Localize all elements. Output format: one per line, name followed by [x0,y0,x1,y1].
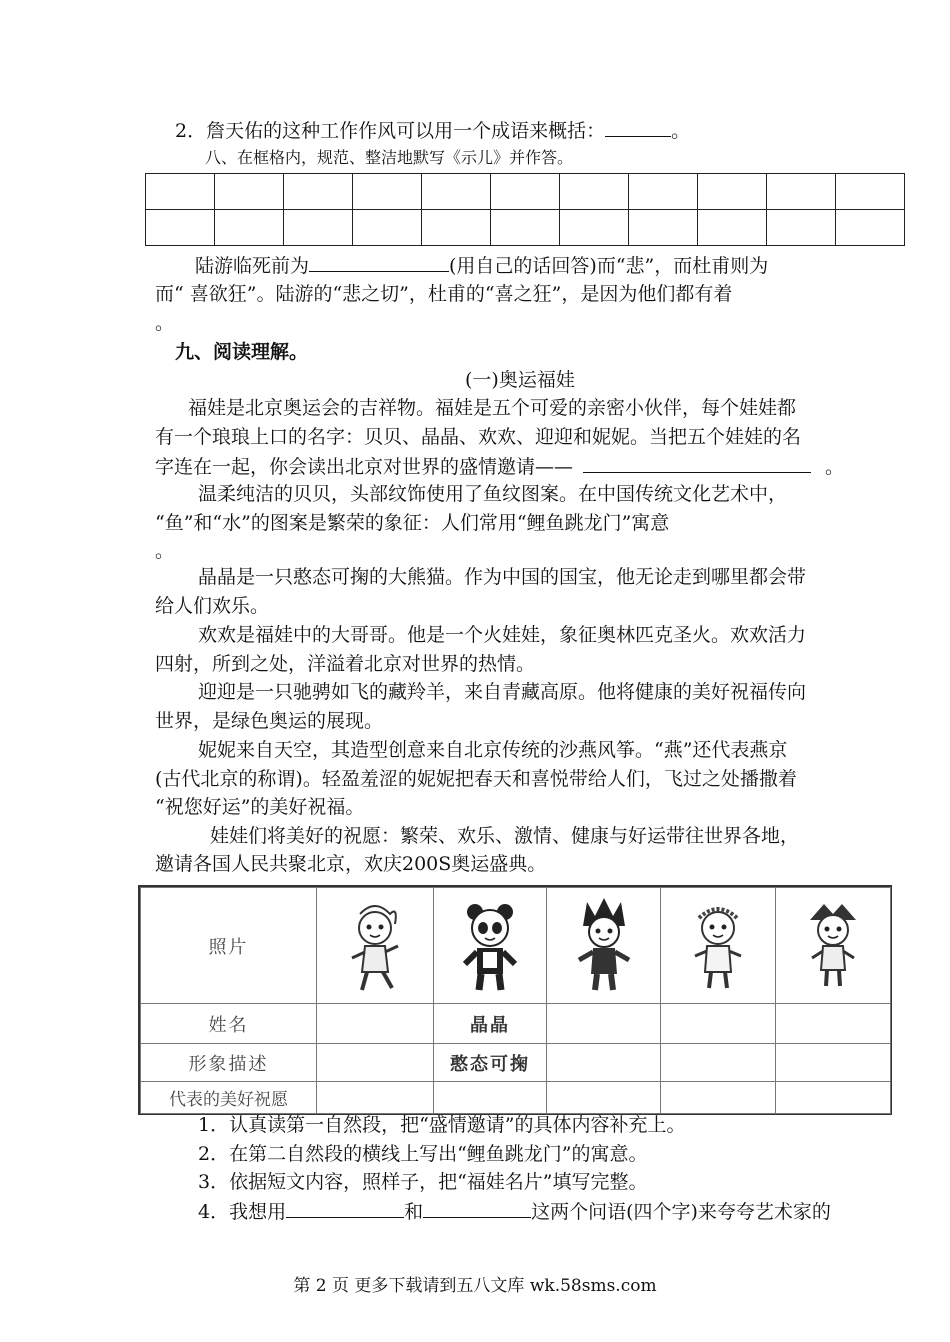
paragraph-line: 给人们欢乐。 [155,595,270,617]
paragraph-line: 福娃是北京奥运会的吉祥物。福娃是五个可爱的亲密小伙伴，每个娃娃都 [188,397,797,419]
paragraph-line: 字连在一起，你会读出北京对世界的盛情邀请—— 。 [155,452,844,481]
page-footer: 第 2 页 更多下载请到五八文库 wk.58sms.com [293,1276,657,1296]
fuwa-name-cell: 晶晶 [434,1004,547,1044]
answer-blank[interactable] [286,1197,404,1218]
question-2: 2．詹天佑的这种工作作风可以用一个成语来概括： 。 [175,116,690,145]
paragraph-line: “鱼”和“水”的图案是繁荣的象征：人们常用“鲤鱼跳龙门”寓意 [155,512,670,534]
paragraph-line: 温柔纯洁的贝贝，头部纹饰使用了鱼纹图案。在中国传统文化艺术中， [198,483,788,505]
paragraph-line: 世界，是绿色奥运的展现。 [155,710,384,732]
fuwa-description-cell[interactable] [547,1044,661,1082]
paragraph-line: “祝您好运”的美好祝福。 [155,796,365,818]
row-label-description: 形象描述 [141,1044,317,1082]
fuwa-figure-icon [340,896,410,996]
fuwa-beibei-photo [317,888,434,1004]
fuwa-huanhuan-photo [547,888,661,1004]
fuwa-name-cell[interactable] [776,1004,891,1044]
fuwa-name-cell[interactable] [661,1004,776,1044]
fuwa-description-cell[interactable] [661,1044,776,1082]
fuwa-description-cell[interactable] [776,1044,891,1082]
paragraph-line: (古代北京的称谓)。轻盈羞涩的妮妮把春天和喜悦带给人们，飞过之处播撒着 [155,768,797,790]
section-8-title: 八、在框格内，规范、整洁地默写《示儿》并作答。 [205,148,574,167]
fuwa-figure-icon [798,896,868,996]
fuwa-nini-photo [776,888,891,1004]
paragraph-line: 。 [155,540,175,562]
row-label-photo: 照片 [141,888,317,1004]
lu-you-line-3: 。 [155,312,175,334]
passage-title: (一)奥运福娃 [465,369,575,391]
fuwa-figure-icon [455,896,525,996]
answer-blank[interactable] [309,251,449,272]
lu-you-line-2: 而“ 喜欲狂”。陆游的“悲之切”，杜甫的“喜之狂”，是因为他们都有着 [155,283,733,305]
paragraph-line: 晶晶是一只憨态可掬的大熊猫。作为中国的国宝，他无论走到哪里都会带 [198,566,807,588]
fuwa-card-table [138,885,892,1115]
paragraph-line: 迎迎是一只驰骋如飞的藏羚羊，来自青藏高原。他将健康的美好祝福传向 [198,681,807,703]
answer-blank[interactable] [423,1197,531,1218]
fuwa-wish-cell[interactable] [434,1082,547,1114]
fuwa-wish-cell[interactable] [317,1082,434,1114]
reading-question-4: 4．我想用 和 这两个问语(四个字)来夸夸艺术家的 [198,1197,831,1226]
writing-grid[interactable] [145,173,905,246]
fuwa-description-cell: 憨态可掬 [434,1044,547,1082]
section-9-title: 九、阅读理解。 [175,341,309,363]
paragraph-line: 四射，所到之处，洋溢着北京对世界的热情。 [155,653,536,675]
answer-blank[interactable] [605,116,671,137]
reading-question-2: 2．在第二自然段的横线上写出“鲤鱼跳龙门”的寓意。 [198,1143,648,1165]
fuwa-jingjing-photo [434,888,547,1004]
fuwa-name-cell[interactable] [317,1004,434,1044]
fuwa-figure-icon [569,896,639,996]
answer-blank[interactable] [583,452,811,473]
paragraph-line: 娃娃们将美好的祝愿：繁荣、欢乐、激情、健康与好运带往世界各地， [210,825,800,847]
fuwa-name-cell[interactable] [547,1004,661,1044]
fuwa-wish-cell[interactable] [661,1082,776,1114]
reading-question-1: 1．认真读第一自然段，把“盛情邀请”的具体内容补充上。 [198,1114,686,1136]
paragraph-line: 欢欢是福娃中的大哥哥。他是一个火娃娃，象征奥林匹克圣火。欢欢活力 [198,624,807,646]
paragraph-line: 邀请各国人民共聚北京，欢庆200S奥运盛典。 [155,853,547,875]
fuwa-yingying-photo [661,888,776,1004]
row-label-wish: 代表的美好祝愿 [141,1082,317,1114]
lu-you-question: 陆游临死前为 (用自己的话回答)而“悲”，而杜甫则为 [195,251,768,280]
reading-question-3: 3．依据短文内容，照样子，把“福娃名片”填写完整。 [198,1171,648,1193]
fuwa-wish-cell[interactable] [547,1082,661,1114]
paragraph-line: 妮妮来自天空，其造型创意来自北京传统的沙燕风筝。“燕”还代表燕京 [198,739,788,761]
fuwa-figure-icon [683,896,753,996]
fuwa-wish-cell[interactable] [776,1082,891,1114]
paragraph-line: 有一个琅琅上口的名字：贝贝、晶晶、欢欢、迎迎和妮妮。当把五个娃娃的名 [155,426,802,448]
fuwa-description-cell[interactable] [317,1044,434,1082]
row-label-name: 姓名 [141,1004,317,1044]
